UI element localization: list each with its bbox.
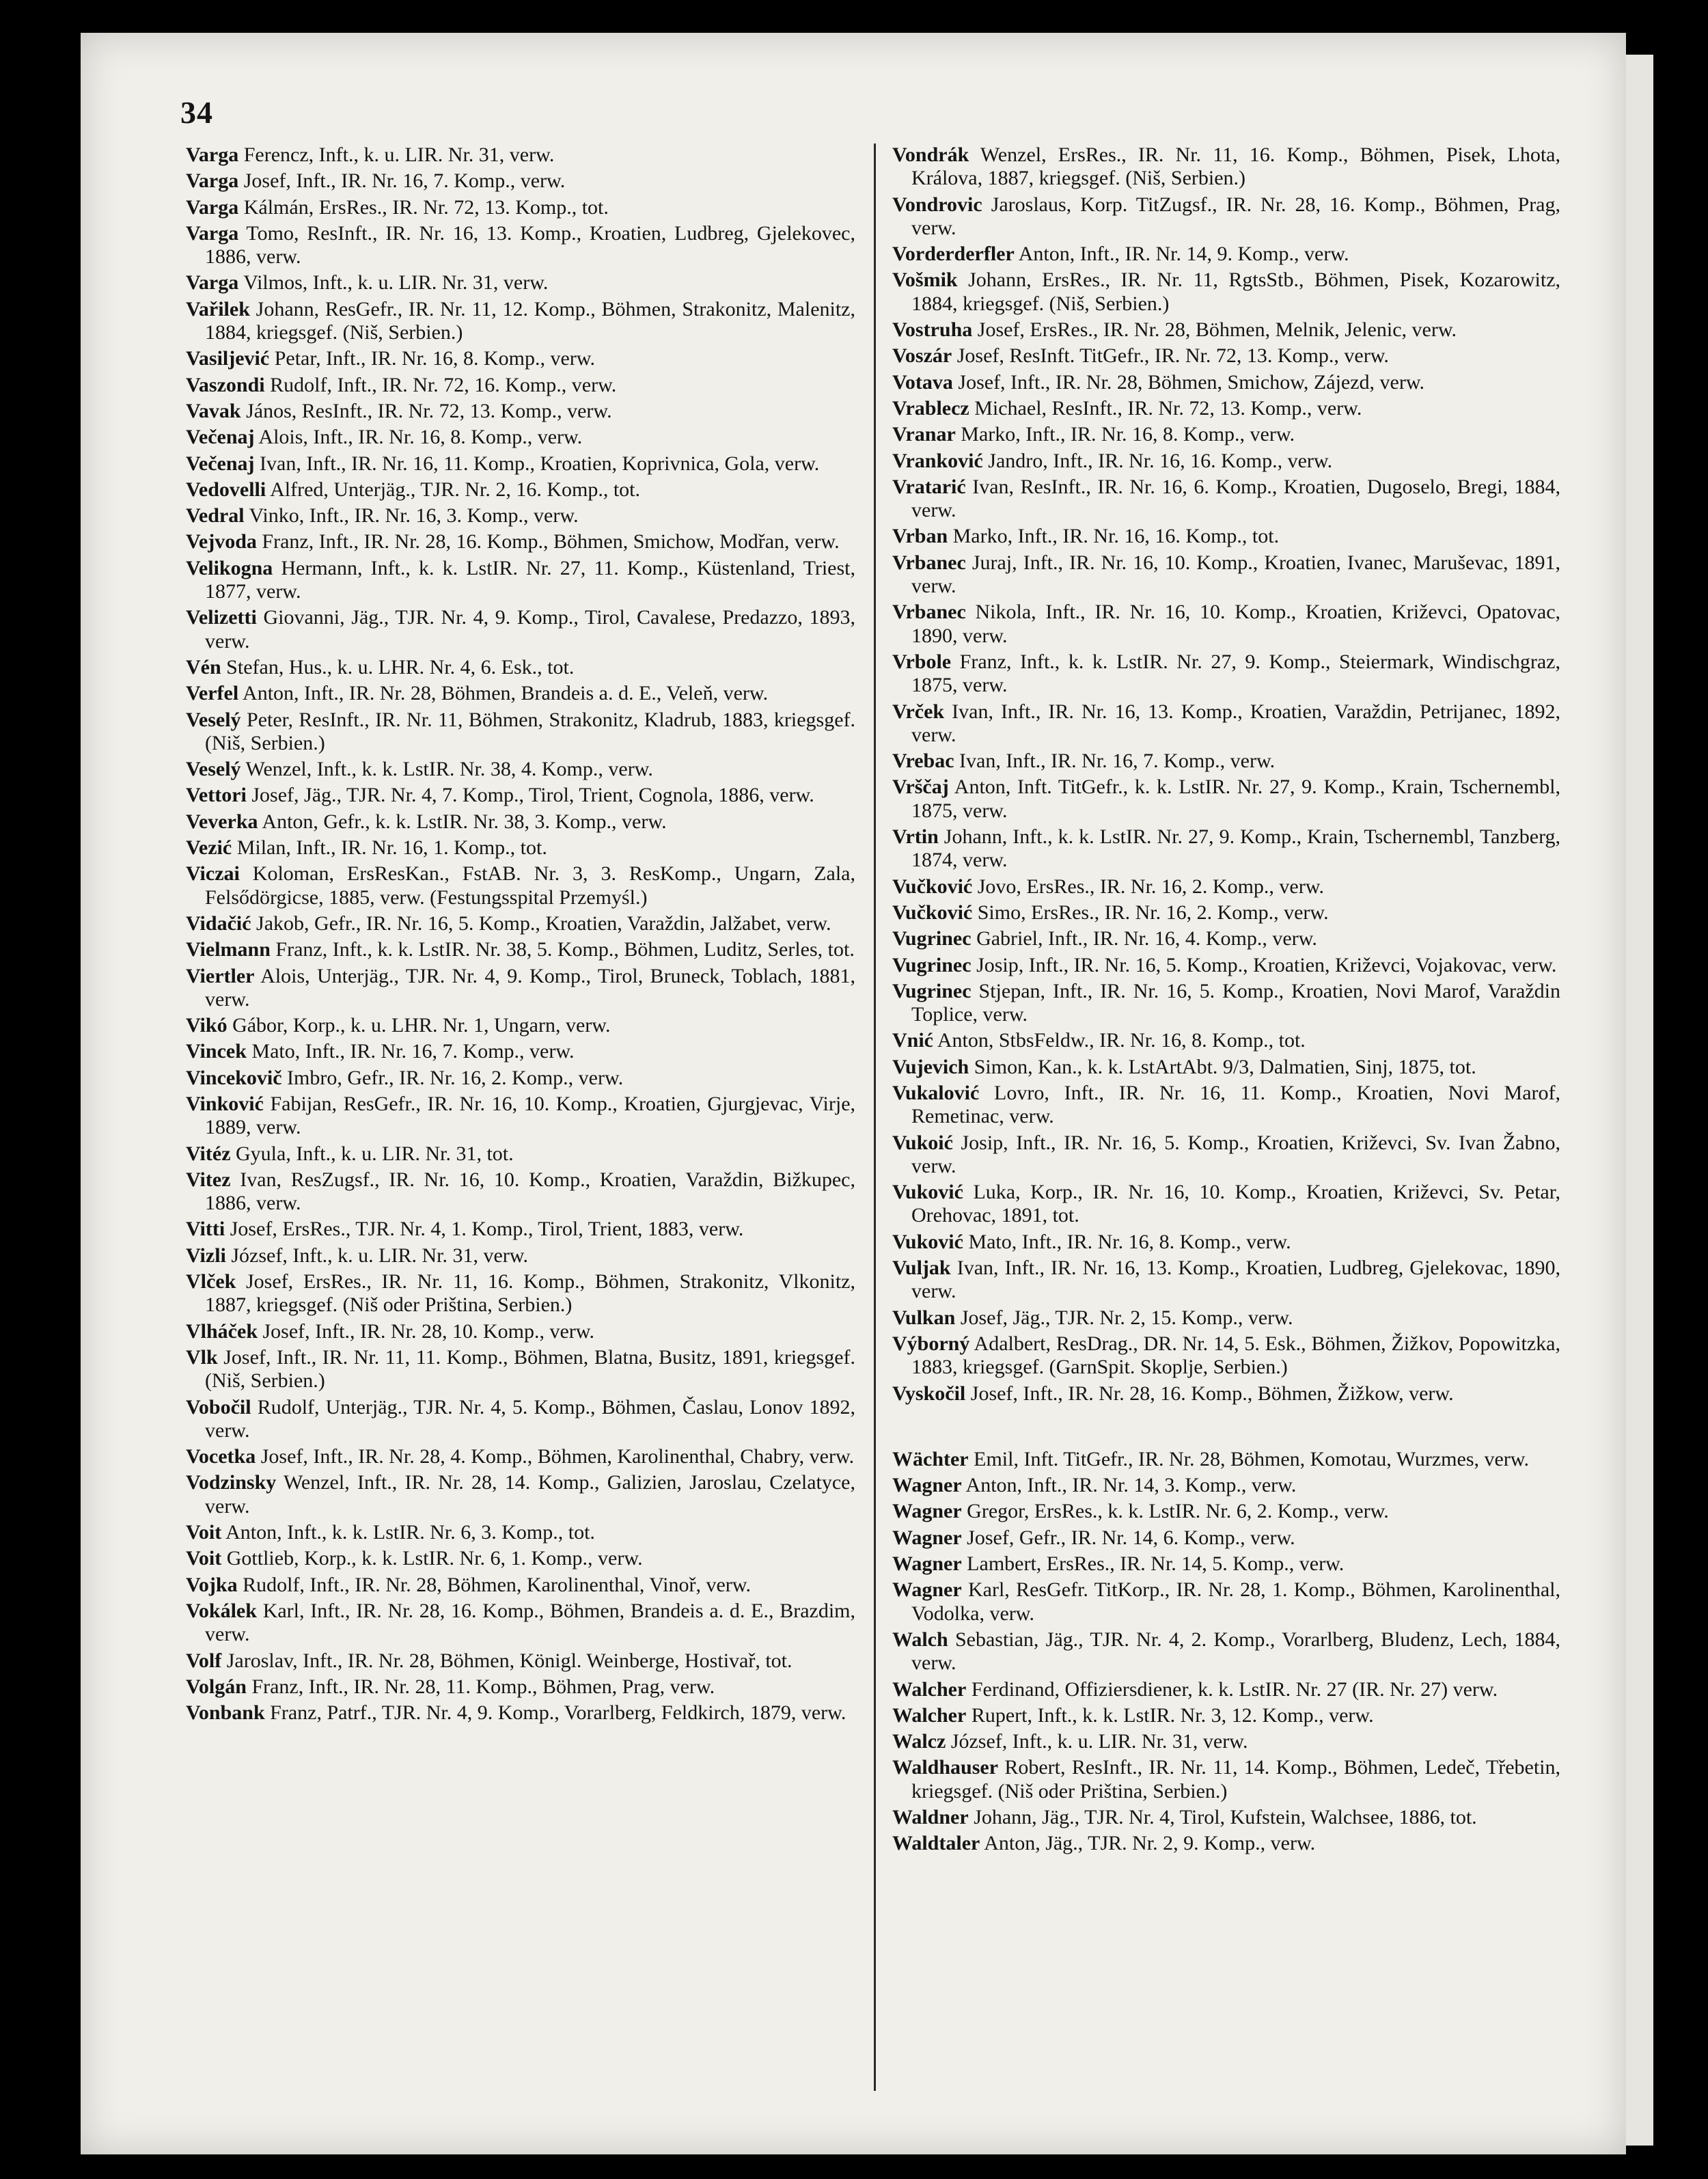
entry-details: Johann, Jäg., TJR. Nr. 4, Tirol, Kufstein, Walchsee, 1886, tot. bbox=[974, 1806, 1477, 1828]
entry-details: Johann, ErsRes., IR. Nr. 11, RgtsStb., Böhmen, Pisek, Kozarowitz, 1884, kriegsgef. (Niš, Serbien.) bbox=[911, 269, 1561, 315]
entry-details: Anton, Jäg., TJR. Nr. 2, 9. Komp., verw. bbox=[984, 1832, 1316, 1855]
entry-surname: Velikogna bbox=[186, 556, 273, 579]
entry-surname: Vodzinsky bbox=[186, 1471, 277, 1494]
entry-details: Josef, ResInft. TitGefr., IR. Nr. 72, 13. Komp., verw. bbox=[956, 344, 1389, 368]
entry-surname: Vobočil bbox=[186, 1395, 251, 1419]
entry-surname: Vaszondi bbox=[186, 373, 265, 396]
register-entry bbox=[892, 1332, 1560, 1380]
entry-details: Josip, Inft., IR. Nr. 16, 5. Komp., Kroatien, Križevci, Vojakovac, verw. bbox=[976, 953, 1557, 976]
register-entry bbox=[892, 450, 1560, 473]
register-entry bbox=[186, 1168, 855, 1216]
register-entry bbox=[892, 551, 1560, 599]
entry-surname: Vavak bbox=[186, 399, 241, 422]
register-entry bbox=[186, 1244, 855, 1267]
register-entry bbox=[186, 810, 855, 834]
right-column bbox=[892, 143, 1560, 1859]
entry-details: Jaroslaus, Korp. TitZugsf., IR. Nr. 28, 16. Komp., Böhmen, Prag, verw. bbox=[911, 193, 1560, 239]
entry-details: Josip, Inft., IR. Nr. 16, 5. Komp., Kroatien, Križevci, Sv. Ivan Žabno, verw. bbox=[911, 1131, 1560, 1177]
entry-surname: Vlček bbox=[186, 1270, 236, 1293]
register-entry bbox=[892, 1448, 1560, 1471]
entry-details: Josef, Gefr., IR. Nr. 14, 6. Komp., verw. bbox=[967, 1526, 1295, 1549]
register-entry bbox=[892, 650, 1560, 698]
register-entry bbox=[186, 1445, 855, 1468]
register-entry bbox=[892, 1257, 1560, 1304]
entry-details: Emil, Inft. TitGefr., IR. Nr. 28, Böhmen, Komotau, Wurzmes, verw. bbox=[974, 1447, 1530, 1470]
register-entry bbox=[892, 700, 1560, 748]
entry-surname: Viczai bbox=[186, 862, 240, 886]
register-entry bbox=[186, 347, 855, 370]
entry-details: Luka, Korp., IR. Nr. 16, 10. Komp., Kroatien, Križevci, Sv. Petar, Orehovac, 1891, tot. bbox=[911, 1181, 1561, 1227]
register-entry bbox=[892, 1526, 1560, 1550]
register-entry bbox=[186, 1574, 855, 1597]
entry-surname: Vielmann bbox=[186, 938, 271, 961]
entry-details: Koloman, ErsResKan., FstAB. Nr. 3, 3. ResKomp., Ungarn, Zala, Felsődörgicse, 1885, verw. (Festungsspital Przemyśl.) bbox=[205, 862, 855, 909]
entry-details: Johann, Inft., k. k. LstIR. Nr. 27, 9. Komp., Krain, Tschernembl, Tanzberg, 1874, verw. bbox=[911, 825, 1561, 872]
entry-surname: Votava bbox=[892, 370, 953, 394]
register-entry bbox=[892, 1806, 1560, 1829]
entry-surname: Wagner bbox=[892, 1578, 962, 1602]
entry-details: József, Inft., k. u. LIR. Nr. 31, verw. bbox=[231, 1244, 529, 1267]
register-entry bbox=[186, 862, 855, 909]
register-entry bbox=[892, 1678, 1560, 1701]
entry-details: Ivan, ResInft., IR. Nr. 16, 6. Komp., Kroatien, Dugoselo, Bregi, 1884, verw. bbox=[911, 475, 1561, 522]
register-entry bbox=[186, 938, 855, 961]
register-entry bbox=[186, 606, 855, 653]
register-entry bbox=[892, 1500, 1560, 1523]
column-divider bbox=[874, 143, 876, 2091]
entry-surname: Vizli bbox=[186, 1244, 226, 1267]
register-entry bbox=[892, 397, 1560, 420]
register-entry bbox=[892, 980, 1560, 1027]
register-entry bbox=[186, 784, 855, 807]
entry-surname: Vasiljević bbox=[186, 347, 270, 370]
entry-details: Lovro, Inft., IR. Nr. 16, 11. Komp., Kroatien, Novi Marof, Remetinac, verw. bbox=[911, 1081, 1560, 1128]
entry-details: Gottlieb, Korp., k. k. LstIR. Nr. 6, 1. Komp., verw. bbox=[226, 1547, 643, 1570]
entry-surname: Vocetka bbox=[186, 1445, 256, 1468]
register-entry bbox=[186, 1218, 855, 1241]
entry-surname: Verfel bbox=[186, 682, 239, 705]
entry-details: Josef, Inft., IR. Nr. 28, 10. Komp., verw. bbox=[262, 1319, 594, 1343]
entry-details: Anton, Inft., IR. Nr. 14, 3. Komp., verw. bbox=[965, 1474, 1297, 1497]
entry-details: Gregor, ErsRes., k. k. LstIR. Nr. 6, 2. Komp., verw. bbox=[967, 1500, 1389, 1523]
entry-details: Adalbert, ResDrag., DR. Nr. 14, 5. Esk., Böhmen, Žižkov, Popowitzka, 1883, kriegsgef. (GarnSpit. Skoplje, Serbien.) bbox=[911, 1332, 1560, 1379]
entry-details: Lambert, ErsRes., IR. Nr. 14, 5. Komp., verw. bbox=[967, 1552, 1345, 1576]
entry-surname: Walch bbox=[892, 1628, 948, 1651]
entry-details: Wenzel, Inft., IR. Nr. 28, 14. Komp., Galizien, Jaroslau, Czelatyce, verw. bbox=[205, 1471, 855, 1518]
entry-details: Gábor, Korp., k. u. LHR. Nr. 1, Ungarn, verw. bbox=[232, 1014, 611, 1037]
register-entry bbox=[892, 1704, 1560, 1727]
register-entry bbox=[186, 400, 855, 423]
entry-surname: Volgán bbox=[186, 1675, 247, 1698]
register-entry bbox=[186, 836, 855, 860]
entry-details: Josef, Inft., IR. Nr. 28, Böhmen, Smichow, Zájezd, verw. bbox=[958, 370, 1425, 394]
entry-details: Josef, Inft., IR. Nr. 11, 11. Komp., Böhmen, Blatna, Busitz, 1891, kriegsgef. (Niš, Serbien.) bbox=[205, 1345, 855, 1393]
entry-details: Gyula, Inft., k. u. LIR. Nr. 31, tot. bbox=[236, 1142, 514, 1165]
register-entry bbox=[892, 1552, 1560, 1576]
entry-details: Imbro, Gefr., IR. Nr. 16, 2. Komp., verw. bbox=[287, 1066, 624, 1089]
entry-surname: Večenaj bbox=[186, 426, 255, 449]
entry-surname: Vedral bbox=[186, 504, 245, 527]
entry-details: Peter, ResInft., IR. Nr. 11, Böhmen, Strakonitz, Kladrub, 1883, kriegsgef. (Niš, Serbien.) bbox=[205, 708, 856, 754]
register-entry bbox=[892, 1832, 1560, 1855]
entry-details: Jovo, ErsRes., IR. Nr. 16, 2. Komp., verw. bbox=[977, 875, 1324, 898]
entry-surname: Walcher bbox=[892, 1703, 967, 1727]
entry-surname: Vondrovic bbox=[892, 193, 982, 216]
entry-details: Rupert, Inft., k. k. LstIR. Nr. 3, 12. Komp., verw. bbox=[971, 1703, 1374, 1727]
entry-details: Simo, ErsRes., IR. Nr. 16, 2. Komp., verw. bbox=[977, 901, 1329, 924]
entry-surname: Vuković bbox=[892, 1230, 963, 1253]
page-edge bbox=[1626, 55, 1653, 2146]
entry-details: Josef, ErsRes., IR. Nr. 28, Böhmen, Melnik, Jelenic, verw. bbox=[977, 318, 1457, 342]
entry-surname: Veverka bbox=[186, 810, 258, 833]
entry-surname: Vidačić bbox=[186, 912, 251, 935]
register-entry bbox=[186, 1649, 855, 1673]
register-entry bbox=[186, 1675, 855, 1699]
entry-details: Alois, Inft., IR. Nr. 16, 8. Komp., verw. bbox=[258, 426, 583, 449]
entry-surname: Vrebac bbox=[892, 750, 954, 773]
entry-surname: Vrbanec bbox=[892, 551, 966, 574]
register-entry bbox=[892, 825, 1560, 873]
register-entry bbox=[186, 196, 855, 219]
entry-details: Simon, Kan., k. k. LstArtAbt. 9/3, Dalmatien, Sinj, 1875, tot. bbox=[974, 1055, 1476, 1078]
register-entry bbox=[892, 423, 1560, 446]
register-entry bbox=[186, 1067, 855, 1090]
entry-surname: Vujevich bbox=[892, 1055, 969, 1078]
entry-details: Juraj, Inft., IR. Nr. 16, 10. Komp., Kroatien, Ivanec, Maruševac, 1891, verw. bbox=[911, 551, 1561, 598]
entry-details: Anton, Inft., IR. Nr. 28, Böhmen, Brandeis a. d. E., Veleň, verw. bbox=[243, 682, 769, 705]
register-entry bbox=[186, 1600, 855, 1647]
register-entry bbox=[186, 1142, 855, 1166]
register-entry bbox=[892, 776, 1560, 823]
right-column-v-section bbox=[892, 143, 1560, 1406]
entry-details: Wenzel, ErsRes., IR. Nr. 11, 16. Komp., Böhmen, Pisek, Lhota, Králova, 1887, kriegsgef. (Niš, Serbien.) bbox=[911, 143, 1561, 190]
register-entry bbox=[892, 1730, 1560, 1753]
entry-details: Josef, Inft., IR. Nr. 16, 7. Komp., verw. bbox=[243, 169, 566, 193]
register-entry bbox=[186, 1471, 855, 1518]
entry-surname: Vincekovič bbox=[186, 1066, 282, 1089]
entry-details: Tomo, ResInft., IR. Nr. 16, 13. Komp., Kroatien, Ludbreg, Gjelekovec, 1886, verw. bbox=[205, 221, 855, 269]
left-column bbox=[186, 143, 855, 1727]
register-entry bbox=[892, 269, 1560, 316]
entry-details: Fabijan, ResGefr., IR. Nr. 16, 10. Komp., Kroatien, Gjurgjevac, Virje, 1889, verw. bbox=[205, 1092, 856, 1139]
entry-surname: Vranar bbox=[892, 423, 956, 446]
entry-details: Mato, Inft., IR. Nr. 16, 8. Komp., verw. bbox=[968, 1230, 1291, 1253]
entry-details: Jandro, Inft., IR. Nr. 16, 16. Komp., verw. bbox=[988, 449, 1333, 472]
entry-details: Josef, Inft., IR. Nr. 28, 4. Komp., Böhmen, Karolinenthal, Chabry, verw. bbox=[260, 1445, 855, 1468]
entry-surname: Vrtin bbox=[892, 825, 939, 849]
entry-surname: Vitez bbox=[186, 1168, 231, 1191]
entry-details: Ivan, Inft., IR. Nr. 16, 11. Komp., Kroatien, Koprivnica, Gola, verw. bbox=[260, 452, 820, 475]
entry-surname: Voszár bbox=[892, 344, 952, 368]
register-entry bbox=[892, 601, 1560, 648]
entry-surname: Voit bbox=[186, 1521, 222, 1544]
entry-surname: Vranković bbox=[892, 449, 983, 472]
entry-surname: Vorderderfler bbox=[892, 243, 1015, 266]
entry-surname: Vén bbox=[186, 655, 221, 679]
entry-surname: Walcz bbox=[892, 1730, 946, 1753]
entry-surname: Wächter bbox=[892, 1447, 969, 1470]
entry-details: Franz, Inft., IR. Nr. 28, 11. Komp., Böhmen, Prag, verw. bbox=[251, 1675, 715, 1698]
entry-surname: Veselý bbox=[186, 708, 241, 731]
entry-details: Sebastian, Jäg., TJR. Nr. 4, 2. Komp., Vorarlberg, Bludenz, Lech, 1884, verw. bbox=[911, 1628, 1561, 1675]
entry-details: Anton, Gefr., k. k. LstIR. Nr. 38, 3. Komp., verw. bbox=[262, 810, 667, 833]
entry-details: Franz, Inft., k. k. LstIR. Nr. 27, 9. Komp., Steiermark, Windischgraz, 1875, verw. bbox=[911, 650, 1560, 697]
entry-surname: Výborný bbox=[892, 1332, 970, 1355]
register-entry bbox=[186, 530, 855, 553]
entry-surname: Vuljak bbox=[892, 1257, 951, 1280]
register-entry bbox=[892, 243, 1560, 266]
register-entry bbox=[892, 1181, 1560, 1228]
register-entry bbox=[892, 1578, 1560, 1626]
entry-details: Josef, Inft., IR. Nr. 28, 16. Komp., Böhmen, Žižkow, verw. bbox=[970, 1382, 1454, 1405]
register-entry bbox=[186, 478, 855, 502]
entry-details: Ferdinand, Offiziersdiener, k. k. LstIR. Nr. 27 (IR. Nr. 27) verw. bbox=[971, 1677, 1498, 1701]
register-entry bbox=[186, 504, 855, 527]
entry-surname: Vojka bbox=[186, 1573, 238, 1596]
register-entry bbox=[186, 1014, 855, 1037]
register-entry bbox=[186, 298, 855, 345]
entry-details: Josef, ErsRes., IR. Nr. 11, 16. Komp., Böhmen, Strakonitz, Vlkonitz, 1887, kriegsgef. (Niš oder Priština, Serbien.) bbox=[205, 1270, 855, 1317]
register-entry bbox=[186, 1270, 855, 1317]
entry-details: Anton, Inft. TitGefr., k. k. LstIR. Nr. 27, 9. Komp., Krain, Tschernembl, 1875, verw. bbox=[911, 776, 1560, 822]
entry-details: Alfred, Unterjäg., TJR. Nr. 2, 16. Komp., tot. bbox=[270, 478, 640, 501]
entry-surname: Voit bbox=[186, 1547, 222, 1570]
register-entry bbox=[186, 426, 855, 449]
entry-surname: Wagner bbox=[892, 1552, 962, 1576]
register-entry bbox=[892, 318, 1560, 342]
entry-details: Franz, Patrf., TJR. Nr. 4, 9. Komp., Vorarlberg, Feldkirch, 1879, verw. bbox=[270, 1701, 846, 1725]
entry-surname: Vlk bbox=[186, 1345, 218, 1369]
entry-surname: Viertler bbox=[186, 964, 255, 987]
entry-surname: Vratarić bbox=[892, 475, 966, 498]
entry-details: Alois, Unterjäg., TJR. Nr. 4, 9. Komp., Tirol, Bruneck, Toblach, 1881, verw. bbox=[205, 964, 855, 1011]
entry-surname: Vařilek bbox=[186, 297, 250, 320]
entry-surname: Varga bbox=[186, 143, 239, 166]
register-entry bbox=[892, 193, 1560, 241]
entry-details: Franz, Inft., IR. Nr. 28, 16. Komp., Böhmen, Smichow, Modřan, verw. bbox=[262, 530, 840, 553]
entry-surname: Vuković bbox=[892, 1181, 963, 1204]
entry-surname: Vedovelli bbox=[186, 478, 266, 501]
entry-surname: Veselý bbox=[186, 758, 241, 781]
entry-details: Josef, Jäg., TJR. Nr. 2, 15. Komp., verw. bbox=[960, 1306, 1293, 1329]
entry-surname: Wagner bbox=[892, 1474, 962, 1497]
entry-details: Vinko, Inft., IR. Nr. 16, 3. Komp., verw. bbox=[249, 504, 579, 527]
entry-details: Gabriel, Inft., IR. Nr. 16, 4. Komp., verw. bbox=[976, 927, 1317, 950]
entry-surname: Večenaj bbox=[186, 452, 255, 475]
register-entry bbox=[186, 965, 855, 1012]
register-entry bbox=[892, 927, 1560, 950]
register-entry bbox=[892, 750, 1560, 773]
entry-details: Karl, Inft., IR. Nr. 28, 16. Komp., Böhmen, Brandeis a. d. E., Brazdim, verw. bbox=[205, 1599, 855, 1646]
entry-details: Johann, ResGefr., IR. Nr. 11, 12. Komp., Böhmen, Strakonitz, Malenitz, 1884, kriegsgef. (Niš, Serbien.) bbox=[205, 297, 856, 344]
entry-surname: Vrščaj bbox=[892, 776, 949, 799]
entry-details: Anton, Inft., IR. Nr. 14, 9. Komp., verw. bbox=[1018, 243, 1349, 266]
entry-surname: Vugrinec bbox=[892, 953, 972, 976]
register-entry bbox=[892, 476, 1560, 523]
entry-details: Ivan, Inft., IR. Nr. 16, 13. Komp., Kroatien, Ludbreg, Gjelekovac, 1890, verw. bbox=[911, 1257, 1561, 1303]
entry-surname: Vinković bbox=[186, 1092, 264, 1115]
right-column-w-section bbox=[892, 1448, 1560, 1856]
entry-surname: Wagner bbox=[892, 1526, 962, 1549]
entry-details: Kálmán, ErsRes., IR. Nr. 72, 13. Komp., tot. bbox=[243, 195, 609, 219]
register-entry bbox=[892, 1756, 1560, 1803]
entry-surname: Vezić bbox=[186, 836, 232, 860]
entry-surname: Vyskočil bbox=[892, 1382, 966, 1405]
entry-details: Franz, Inft., k. k. LstIR. Nr. 38, 5. Komp., Böhmen, Luditz, Serles, tot. bbox=[275, 938, 855, 961]
register-entry bbox=[892, 1056, 1560, 1079]
entry-details: Hermann, Inft., k. k. LstIR. Nr. 27, 11. Komp., Küstenland, Triest, 1877, verw. bbox=[205, 556, 856, 603]
entry-surname: Vukalović bbox=[892, 1081, 980, 1104]
entry-details: Anton, StbsFeldw., IR. Nr. 16, 8. Komp., tot. bbox=[937, 1029, 1306, 1052]
register-entry bbox=[186, 709, 855, 756]
entry-details: Jakob, Gefr., IR. Nr. 16, 5. Komp., Kroatien, Varaždin, Jalžabet, verw. bbox=[256, 912, 831, 935]
entry-surname: Walcher bbox=[892, 1677, 967, 1701]
register-entry bbox=[186, 557, 855, 604]
entry-details: Robert, ResInft., IR. Nr. 11, 14. Komp., Böhmen, Ledeč, Třebetin, kriegsgef. (Niš oder Priština, Serbien.) bbox=[911, 1756, 1561, 1803]
entry-details: József, Inft., k. u. LIR. Nr. 31, verw. bbox=[950, 1730, 1248, 1753]
entry-details: Anton, Inft., k. k. LstIR. Nr. 6, 3. Komp., tot. bbox=[225, 1521, 595, 1544]
entry-surname: Vonbank bbox=[186, 1701, 265, 1725]
entry-details: Ivan, Inft., IR. Nr. 16, 13. Komp., Kroatien, Varaždin, Petrijanec, 1892, verw. bbox=[911, 700, 1560, 746]
entry-surname: Vugrinec bbox=[892, 927, 972, 950]
entry-surname: Vučković bbox=[892, 901, 973, 924]
entry-surname: Varga bbox=[186, 169, 239, 193]
entry-details: Wenzel, Inft., k. k. LstIR. Nr. 38, 4. Komp., verw. bbox=[245, 758, 653, 781]
entry-surname: Vitti bbox=[186, 1218, 225, 1241]
entry-details: Mato, Inft., IR. Nr. 16, 7. Komp., verw. bbox=[251, 1040, 575, 1063]
entry-details: Josef, Jäg., TJR. Nr. 4, 7. Komp., Tirol, Trient, Cognola, 1886, verw. bbox=[251, 784, 814, 807]
register-entry bbox=[892, 371, 1560, 394]
register-entry bbox=[186, 1396, 855, 1443]
register-entry bbox=[186, 222, 855, 269]
entry-surname: Vugrinec bbox=[892, 979, 972, 1002]
register-entry bbox=[892, 1628, 1560, 1675]
entry-details: Rudolf, Inft., IR. Nr. 28, Böhmen, Karolinenthal, Vinoř, verw. bbox=[243, 1573, 752, 1596]
entry-details: Ivan, ResZugsf., IR. Nr. 16, 10. Komp., Kroatien, Varaždin, Bižkupec, 1886, verw. bbox=[205, 1168, 855, 1215]
entry-details: Karl, ResGefr. TitKorp., IR. Nr. 28, 1. Komp., Böhmen, Karolinenthal, Vodolka, verw. bbox=[911, 1578, 1560, 1625]
entry-surname: Vitéz bbox=[186, 1142, 231, 1165]
entry-details: Marko, Inft., IR. Nr. 16, 16. Komp., tot. bbox=[952, 525, 1280, 548]
entry-surname: Varga bbox=[186, 221, 239, 245]
register-entry bbox=[892, 344, 1560, 368]
register-entry bbox=[186, 271, 855, 294]
entry-surname: Vondrák bbox=[892, 143, 969, 166]
register-entry bbox=[186, 143, 855, 167]
entry-details: Rudolf, Inft., IR. Nr. 72, 16. Komp., verw. bbox=[270, 373, 617, 396]
register-entry bbox=[892, 1132, 1560, 1179]
entry-surname: Vrbanec bbox=[892, 601, 966, 624]
register-entry bbox=[892, 901, 1560, 924]
page-number: 34 bbox=[180, 95, 213, 130]
entry-details: Stefan, Hus., k. u. LHR. Nr. 4, 6. Esk., tot. bbox=[226, 655, 575, 679]
entry-surname: Vettori bbox=[186, 784, 247, 807]
register-entry bbox=[186, 1320, 855, 1343]
entry-details: Jaroslav, Inft., IR. Nr. 28, Böhmen, Königl. Weinberge, Hostivař, tot. bbox=[226, 1649, 793, 1672]
register-entry bbox=[892, 1474, 1560, 1497]
entry-surname: Vincek bbox=[186, 1040, 247, 1063]
entry-details: Rudolf, Unterjäg., TJR. Nr. 4, 5. Komp., Böhmen, Časlau, Lonov 1892, verw. bbox=[205, 1395, 855, 1442]
entry-surname: Waldhauser bbox=[892, 1756, 999, 1779]
entry-details: Michael, ResInft., IR. Nr. 72, 13. Komp., verw. bbox=[974, 396, 1362, 420]
register-entry bbox=[186, 1701, 855, 1725]
register-entry bbox=[892, 875, 1560, 899]
register-entry bbox=[892, 143, 1560, 191]
entry-surname: Varga bbox=[186, 271, 239, 294]
entry-surname: Varga bbox=[186, 195, 239, 219]
entry-surname: Waldner bbox=[892, 1806, 969, 1828]
register-entry bbox=[186, 682, 855, 705]
register-entry bbox=[186, 1547, 855, 1570]
entry-surname: Vlháček bbox=[186, 1319, 258, 1343]
entry-details: Nikola, Inft., IR. Nr. 16, 10. Komp., Kroatien, Križevci, Opatovac, 1890, verw. bbox=[911, 601, 1561, 647]
entry-surname: Vokálek bbox=[186, 1599, 257, 1622]
entry-details: Petar, Inft., IR. Nr. 16, 8. Komp., verw. bbox=[274, 347, 595, 370]
register-entry bbox=[892, 525, 1560, 548]
entry-details: Stjepan, Inft., IR. Nr. 16, 5. Komp., Kroatien, Novi Marof, Varaždin Toplice, verw. bbox=[911, 979, 1561, 1026]
entry-surname: Vukoić bbox=[892, 1131, 953, 1154]
entry-surname: Vikó bbox=[186, 1014, 228, 1037]
entry-details: Marko, Inft., IR. Nr. 16, 8. Komp., verw. bbox=[961, 423, 1295, 446]
register-entry bbox=[186, 452, 855, 476]
entry-details: Ferencz, Inft., k. u. LIR. Nr. 31, verw. bbox=[243, 143, 555, 166]
entry-details: János, ResInft., IR. Nr. 72, 13. Komp., verw. bbox=[246, 399, 612, 422]
entry-surname: Vostruha bbox=[892, 318, 973, 342]
register-entry bbox=[186, 656, 855, 679]
entry-surname: Velizetti bbox=[186, 606, 257, 629]
entry-surname: Vrablecz bbox=[892, 396, 969, 420]
entry-surname: Vnić bbox=[892, 1029, 933, 1052]
register-entry bbox=[186, 758, 855, 781]
entry-details: Josef, ErsRes., TJR. Nr. 4, 1. Komp., Tirol, Trient, 1883, verw. bbox=[230, 1218, 744, 1241]
entry-details: Ivan, Inft., IR. Nr. 16, 7. Komp., verw. bbox=[959, 750, 1276, 773]
entry-details: Milan, Inft., IR. Nr. 16, 1. Komp., tot. bbox=[236, 836, 547, 860]
entry-surname: Vejvoda bbox=[186, 530, 257, 553]
entry-details: Giovanni, Jäg., TJR. Nr. 4, 9. Komp., Tirol, Cavalese, Predazzo, 1893, verw. bbox=[205, 606, 856, 653]
register-entry bbox=[892, 1306, 1560, 1330]
register-entry bbox=[892, 954, 1560, 977]
entry-surname: Vošmik bbox=[892, 269, 958, 292]
entry-surname: Volf bbox=[186, 1649, 222, 1672]
entry-details: Vilmos, Inft., k. u. LIR. Nr. 31, verw. bbox=[243, 271, 549, 294]
register-entry bbox=[186, 912, 855, 935]
entry-surname: Vulkan bbox=[892, 1306, 956, 1329]
entry-surname: Vrban bbox=[892, 525, 948, 548]
register-entry bbox=[892, 1382, 1560, 1406]
entry-surname: Wagner bbox=[892, 1500, 962, 1523]
entry-surname: Vrček bbox=[892, 700, 945, 723]
register-entry bbox=[186, 374, 855, 397]
section-gap bbox=[892, 1408, 1560, 1448]
register-entry bbox=[186, 1521, 855, 1544]
register-entry bbox=[186, 1346, 855, 1393]
entry-surname: Waldtaler bbox=[892, 1832, 980, 1855]
register-entry bbox=[892, 1231, 1560, 1254]
entry-surname: Vrbole bbox=[892, 650, 952, 673]
entry-surname: Vučković bbox=[892, 875, 973, 898]
register-entry bbox=[892, 1082, 1560, 1129]
register-entry bbox=[186, 169, 855, 193]
register-entry bbox=[186, 1040, 855, 1063]
register-entry bbox=[892, 1029, 1560, 1052]
register-entry bbox=[186, 1093, 855, 1140]
